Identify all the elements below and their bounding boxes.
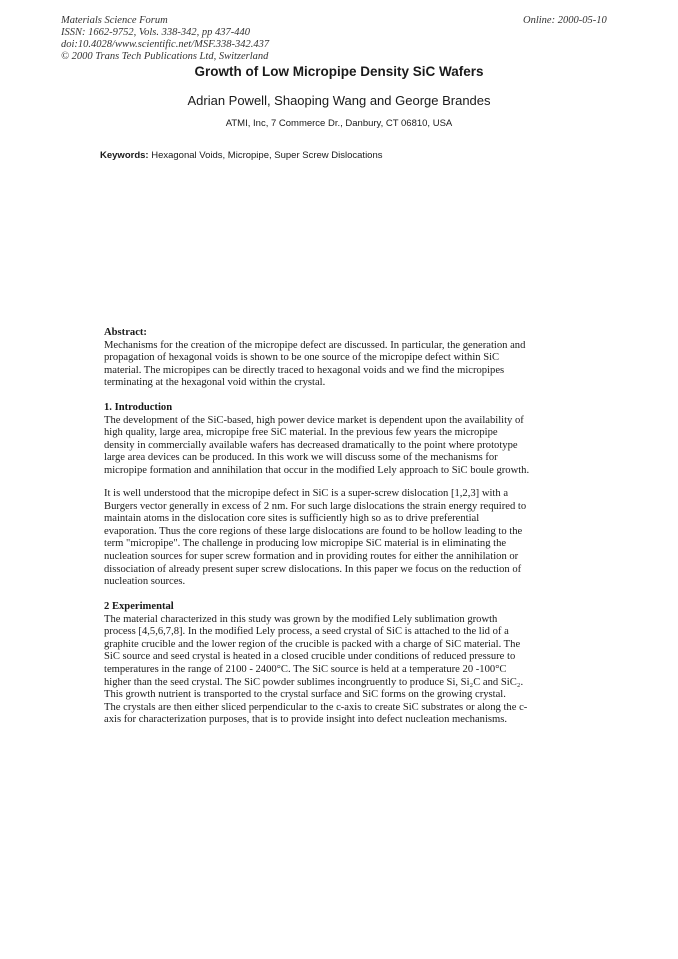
introduction-line: nucleation sources for super screw formation and in providing routes for either the annihilation or (104, 550, 519, 562)
introduction-line: large area devices can be produced. In this work we will discuss some of the mechanisms for (104, 452, 498, 464)
introduction-paragraph-2 (104, 488, 556, 589)
abstract-heading: Abstract: (104, 327, 147, 338)
introduction-section (104, 402, 556, 478)
experimental-line: axis for characterization purposes, that is to provide insight into defect nucleation mechanisms. (104, 714, 508, 726)
introduction-line: density in commercially available wafers has decreased dramatically to the point where prototype (104, 439, 518, 451)
journal-issn: ISSN: 1662-9752, Vols. 338-342, pp 437-440 (61, 27, 250, 38)
online-date: Online: 2000-05-10 (523, 15, 607, 26)
introduction-heading: 1. Introduction (104, 402, 173, 413)
experimental-line: The material characterized in this study was grown by the modified Lely sublimation growth (104, 613, 498, 625)
introduction-line: high quality, large area, micropipe free SiC material. In the previous few years the micropipe (104, 427, 498, 439)
introduction-line: Burgers vector generally in excess of 2 nm. For such large dislocations the strain energy required to (104, 500, 527, 512)
experimental-heading: 2 Experimental (104, 601, 174, 612)
experimental-line: This growth nutrient is transported to the crystal surface and SiC forms on the growing crystal. (104, 689, 506, 701)
abstract-line: material. The micropipes can be directly traced to hexagonal voids and we find the micropipes (104, 364, 505, 376)
experimental-line: process [4,5,6,7,8]. In the modified Lely process, a seed crystal of SiC is attached to the lid of a (104, 626, 509, 638)
journal-name: Materials Science Forum (61, 15, 168, 26)
paper-authors: Adrian Powell, Shaoping Wang and George Brandes (187, 93, 491, 108)
introduction-line: maintain atoms in the dislocation core sites is sufficiently high so as to drive preferential (104, 513, 480, 525)
introduction-line: evaporation. Thus the core regions of these large dislocations are found to be hollow leading to the (104, 525, 523, 537)
abstract-line: Mechanisms for the creation of the micropipe defect are discussed. In particular, the generation and (104, 339, 526, 351)
introduction-line: nucleation sources. (104, 576, 186, 588)
experimental-line: SiC source and seed crystal is heated in a closed crucible under conditions of reduced pressure to (104, 651, 516, 663)
introduction-line: It is well understood that the micropipe defect in SiC is a super-screw dislocation [1,2,3] with a (104, 488, 509, 499)
paper-affiliation: ATMI, Inc, 7 Commerce Dr., Danbury, CT 06810, USA (225, 118, 453, 129)
introduction-line: dissociation of already present super screw dislocations. In this paper we focus on the reduction of (104, 563, 522, 575)
experimental-line: graphite crucible and the lower region of the crucible is packed with a charge of SiC material. The (104, 638, 521, 650)
abstract-line: propagation of hexagonal voids is shown to be one source of the micropipe defect within SiC (104, 352, 500, 364)
journal-copyright: © 2000 Trans Tech Publications Ltd, Switzerland (61, 51, 269, 62)
journal-doi[interactable]: doi:10.4028/www.scientific.net/MSF.338-342.437 (61, 39, 270, 50)
keywords-text: Hexagonal Voids, Micropipe, Super Screw Dislocations (151, 150, 383, 161)
keywords (100, 150, 383, 161)
experimental-line: higher than the seed crystal. The SiC powder sublimes incongruently to produce Si, Si₂C and SiC₂. (104, 676, 524, 688)
paper-title: Growth of Low Micropipe Density SiC Wafers (194, 64, 484, 79)
experimental-line: The crystals are then either sliced perpendicular to the c-axis to create SiC substrates or along the c- (104, 701, 528, 713)
introduction-line: term "micropipe". The challenge in producing low micropipe SiC material is in eliminating the (104, 538, 507, 550)
keywords-label: Keywords: (100, 150, 149, 161)
introduction-line: micropipe formation and annihilation that occur in the modified Lely approach to SiC boule growth. (104, 464, 530, 476)
experimental-line: temperatures in the range of 2100 - 2400°C. The SiC source is held at a temperature 20 -100°C (104, 663, 507, 675)
journal-header (61, 15, 269, 63)
introduction-line: The development of the SiC-based, high power device market is dependent upon the availability of (104, 414, 524, 426)
abstract-line: terminating at the hexagonal void within the crystal. (104, 377, 326, 389)
abstract-section (104, 327, 556, 390)
experimental-section (104, 601, 556, 727)
